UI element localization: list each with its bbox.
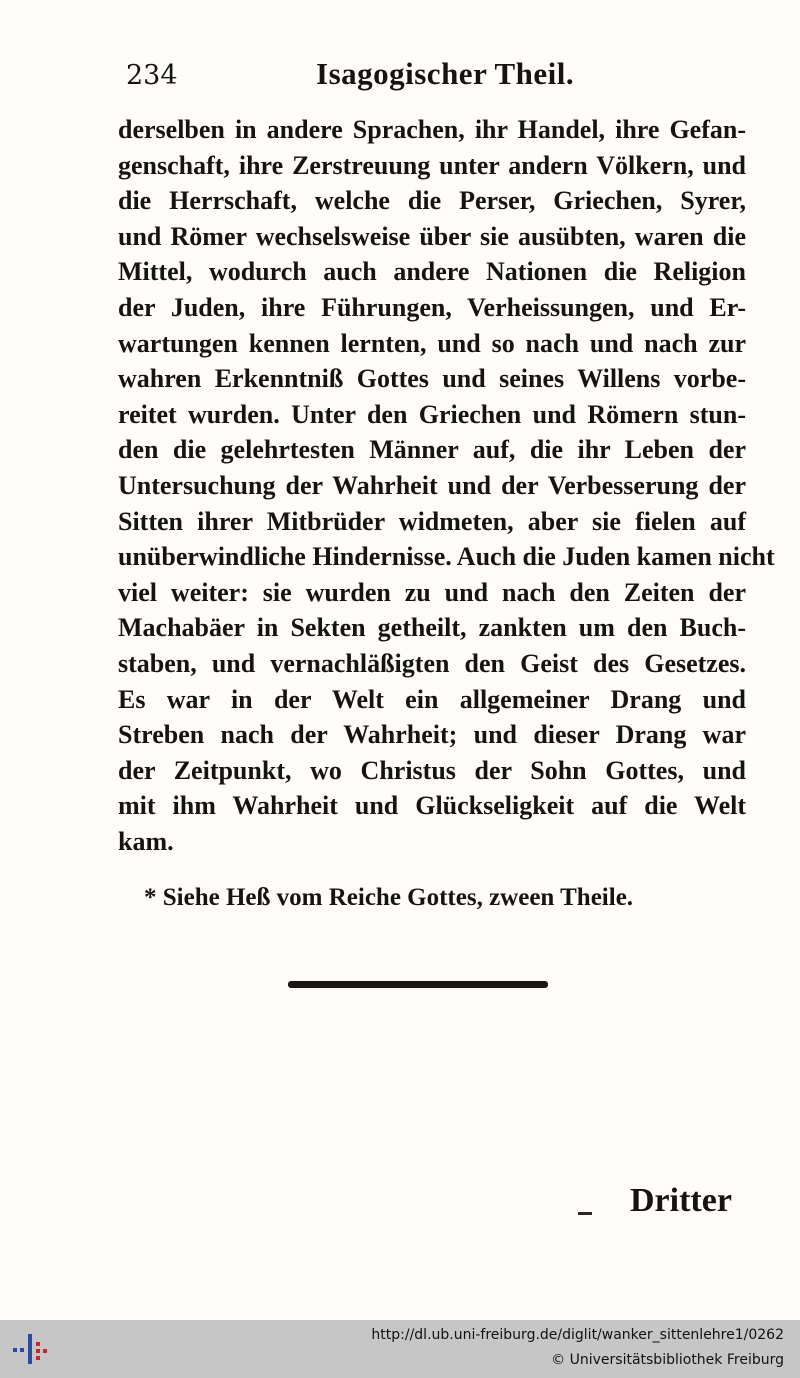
text-line: und Römer wechselsweise über sie ausübten, waren die: [118, 221, 746, 251]
text-line: staben, und vernachläßigten den Geist des Gesetzes.: [118, 648, 746, 678]
text-line: viel weiter: sie wurden zu und nach den Zeiten der: [118, 577, 746, 607]
running-title: Isagogischer Theil.: [316, 56, 575, 91]
text-line: den die gelehrtesten Männer auf, die ihr Leben der: [118, 435, 746, 465]
document-url-link[interactable]: http://dl.ub.uni-freiburg.de/diglit/wanker_sittenlehre1/0262: [371, 1327, 784, 1343]
text-line: genschaft, ihre Zerstreuung unter andern Völkern, und: [118, 150, 746, 180]
text-line: Untersuchung der Wahrheit und der Verbesserung der: [118, 470, 746, 500]
text-line: mit ihm Wahrheit und Glückseligkeit auf die Welt: [118, 791, 746, 821]
body-text: [118, 112, 775, 859]
text-line: derselben in andere Sprachen, ihr Handel, ihre Gefan-: [118, 115, 746, 144]
text-line: Mittel, wodurch auch andere Nationen die Religion: [118, 257, 746, 287]
ub-freiburg-logo-icon: [10, 1330, 50, 1368]
page-number: 234: [126, 60, 178, 91]
text-line: reitet wurden. Unter den Griechen und Römern stun-: [118, 399, 746, 429]
catchword: Dritter: [630, 1182, 732, 1219]
text-line: Streben nach der Wahrheit; und dieser Drang war: [118, 720, 746, 750]
viewer-footer: [0, 1320, 800, 1378]
section-divider-rule: [288, 981, 548, 988]
text-line: Sitten ihrer Mitbrüder widmeten, aber sie fielen auf: [118, 506, 746, 536]
footnote: * Siehe Heß vom Reiche Gottes, zween Theile.: [144, 884, 634, 911]
copyright-notice: © Universitätsbibliothek Freiburg: [551, 1352, 784, 1368]
text-line: wahren Erkenntniß Gottes und seines Willens vorbe-: [118, 364, 746, 394]
text-line: wartungen kennen lernten, und so nach und nach zur: [118, 328, 746, 358]
text-line: Machabäer in Sekten getheilt, zankten um den Buch-: [118, 613, 746, 643]
page-header: [118, 52, 748, 100]
text-line: unüberwindliche Hindernisse. Auch die Juden kamen nicht: [118, 542, 775, 572]
text-line: kam.: [118, 826, 174, 856]
catchword-dash: [578, 1212, 592, 1215]
text-line: die Herrschaft, welche die Perser, Griechen, Syrer,: [118, 186, 746, 216]
text-line: Es war in der Welt ein allgemeiner Drang und: [118, 684, 746, 714]
text-line: der Juden, ihre Führungen, Verheissungen, und Er-: [118, 292, 746, 322]
text-line: der Zeitpunkt, wo Christus der Sohn Gottes, und: [118, 755, 746, 785]
